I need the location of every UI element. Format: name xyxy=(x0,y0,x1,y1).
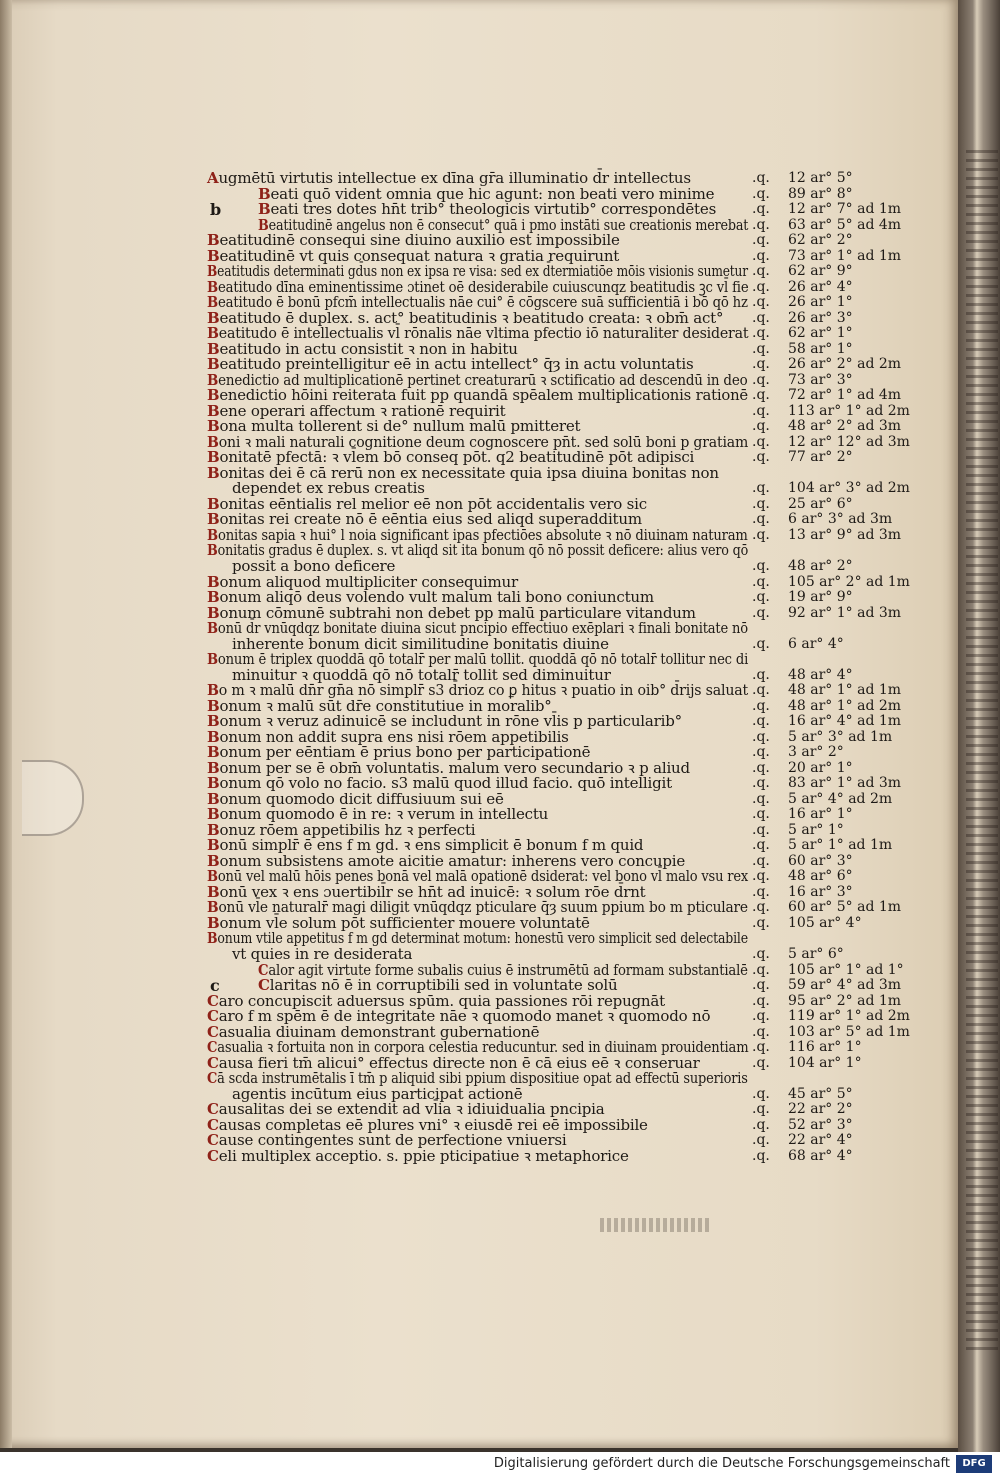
quaestio-label: .q. xyxy=(752,185,770,202)
rubricated-initial: B xyxy=(207,898,219,917)
article-reference: 48 ar° 2° xyxy=(788,558,853,574)
rubricated-initial: B xyxy=(207,619,218,638)
index-entry xyxy=(0,930,958,947)
quaestio-label: .q. xyxy=(752,914,770,931)
quaestio-label: .q. xyxy=(752,170,770,186)
article-reference: 19 ar° 9° xyxy=(788,589,853,606)
facing-page-text xyxy=(966,150,998,1350)
rubricated-initial: B xyxy=(207,525,218,544)
entry-text xyxy=(207,1148,629,1165)
rubricated-initial: B xyxy=(207,588,220,607)
quaestio-label: .q. xyxy=(752,868,770,885)
rubricated-initial: B xyxy=(207,494,220,513)
quaestio-label: .q. xyxy=(752,1132,770,1149)
entry-body: oni ꝛ mali naturali cognitione deum cognoscere pn̄t. sed solū boni p gratiam xyxy=(218,432,749,451)
entry-body: onum per se ē obm̄ voluntatis. malum vero secundario ꝛ p aliud xyxy=(219,758,690,777)
quaestio-label: .q. xyxy=(752,1008,770,1025)
quaestio-label: .q. xyxy=(752,356,770,373)
entry-body: onū vex ꝛ ens ɔuertibil̄r se hn̄t ad inuicē: ꝛ solum rōe d̄rnt xyxy=(219,882,646,901)
article-reference: 89 ar° 8° xyxy=(788,185,853,202)
quaestio-label: .q. xyxy=(752,201,770,218)
entry-body: onitas rei create nō ē eēntia eius sed aliqd superadditum xyxy=(219,510,642,529)
rubricated-initial: B xyxy=(207,231,220,250)
entry-body: onum aliqō deus volendo vult malum tali bono coniunctum xyxy=(219,588,654,607)
article-reference: 12 ar° 5° xyxy=(788,170,853,186)
entry-body: onitas dei ē cā rerū non ex necessitate quia ipsa diuina bonitas non xyxy=(219,463,719,482)
rubricated-initial: C xyxy=(207,1053,219,1072)
entry-body: eati tres dotes hn̄t trib° theologicis virtutib° correspondētes xyxy=(270,200,717,219)
rubricated-initial: B xyxy=(207,308,220,327)
rubricated-initial: B xyxy=(207,929,218,948)
rubricated-initial: B xyxy=(207,774,220,793)
entry-body: onum ꝛ veruz adinuicē se includunt in rōne vl̄is p particularib° xyxy=(219,712,682,731)
rubricated-initial: B xyxy=(207,603,220,622)
entry-body: agentis incūtum eius participat actionē xyxy=(232,1084,523,1103)
quaestio-label: .q. xyxy=(752,682,770,699)
entry-body: alor agit virtute forme subalis cuius ē instrumētū ad formam substantialē xyxy=(268,960,748,979)
rubricated-initial: B xyxy=(207,572,220,591)
article-reference: 26 ar° 4° xyxy=(788,278,853,295)
quaestio-label: .q. xyxy=(752,744,770,761)
quaestio-label: .q. xyxy=(752,977,770,994)
article-reference: 16 ar° 4° ad 1m xyxy=(788,713,902,730)
rubricated-initial: B xyxy=(207,355,220,374)
entry-body: eli multiplex acceptio. s. ppie pticipatiue ꝛ metaphorice xyxy=(218,1146,629,1165)
rubricated-initial: A xyxy=(207,169,219,187)
rubricated-initial: B xyxy=(258,215,269,234)
rubricated-initial: B xyxy=(207,696,220,715)
rubricated-initial: B xyxy=(207,386,220,405)
article-reference: 105 ar° 4° xyxy=(788,914,862,931)
footer-credit: Digitalisierung gefördert durch die Deutsche Forschungsgemeinschaft xyxy=(493,1456,950,1471)
article-reference: 83 ar° 1° ad 3m xyxy=(788,775,902,792)
entry-body: onum quomodo ē in re: ꝛ verum in intellectu xyxy=(219,805,549,824)
quaestio-label: .q. xyxy=(752,790,770,807)
rubricated-initial: C xyxy=(207,1146,219,1165)
quaestio-label: .q. xyxy=(752,247,770,264)
article-reference: 62 ar° 9° xyxy=(788,263,853,280)
index-entry xyxy=(0,465,958,482)
rubricated-initial: B xyxy=(207,293,218,312)
quaestio-label: .q. xyxy=(752,883,770,900)
rubricated-initial: B xyxy=(207,339,220,358)
entry-body: eatitudo ē intellectualis vl̄ rōnalis nāe vltima pfectio iō naturaliter desiderat xyxy=(218,324,749,343)
entry-body: ugmētū virtutis intellectue ex dīna gr̄a illuminatio d̄r intellectus xyxy=(218,169,691,187)
rubricated-initial: B xyxy=(207,324,219,343)
quaestio-label: .q. xyxy=(752,511,770,528)
quaestio-label: .q. xyxy=(752,387,770,404)
article-reference: 25 ar° 6° xyxy=(788,495,853,512)
article-reference: 5 ar° 1° xyxy=(788,821,844,838)
quaestio-label: .q. xyxy=(752,216,770,233)
rubricated-initial: B xyxy=(207,370,219,389)
quaestio-label: .q. xyxy=(752,309,770,326)
quaestio-label: .q. xyxy=(752,418,770,435)
entry-body: onum vl̄e solum pōt sufficienter mouere voluntatē xyxy=(219,913,590,932)
entry-body: ause contingentes sunt de perfectione vniuersi xyxy=(218,1131,567,1150)
rubricated-initial: C xyxy=(258,960,269,979)
article-reference: 48 ar° 4° xyxy=(788,666,853,683)
rubricated-initial: C xyxy=(207,1115,219,1134)
article-reference: 16 ar° 1° xyxy=(788,806,853,823)
entry-body: onitatis gradus ē duplex. s. vt aliqd sit ita bonum qō nō possit deficere: alius vero qō xyxy=(217,541,749,560)
quaestio-label: .q. xyxy=(752,325,770,342)
entry-body: aro f m spēm ē de integritate nāe ꝛ quomodo manet ꝛ quomodo nō xyxy=(218,1007,711,1026)
entry-body: inherente bonum dicit similitudine bonitatis diuine xyxy=(232,634,609,653)
quaestio-label: .q. xyxy=(752,526,770,543)
entry-body: eatitudo ē duplex. s. act° beatitudinis ꝛ beatitudo creata: ꝛ obm̄ act° xyxy=(219,308,724,327)
quaestio-label: .q. xyxy=(752,294,770,311)
entry-body: vt quies in re desiderata xyxy=(232,945,413,963)
rubricated-initial: B xyxy=(207,262,218,281)
rubricated-initial: B xyxy=(207,867,218,886)
article-reference: 105 ar° 2° ad 1m xyxy=(788,573,910,590)
article-reference: 105 ar° 1° ad 1° xyxy=(788,961,904,978)
entry-body: enedictio ad multiplicationē pertinet creaturarū ꝛ sctificatio ad descendū in deo xyxy=(218,370,748,389)
entry-body: dependet ex rebus creatis xyxy=(232,479,425,498)
entry-body: eatitudis determinati gd̄us non ex ipsa re visa: sed ex d̄termiatiōe mōis visionis sumetur xyxy=(217,262,748,281)
rubricated-initial: B xyxy=(207,510,220,529)
entry-body: asualia ꝛ fortuita non in corpora celestia reducuntur. sed in diuinam prouidentiam xyxy=(217,1038,749,1057)
entry-body: onum ē triplex quoddā qō totalr̄ per malū tollit. quoddā qō nō totalr̄ tollitur nec di xyxy=(217,650,749,669)
quaestio-label: .q. xyxy=(752,837,770,854)
article-reference: 26 ar° 1° xyxy=(788,294,853,311)
rubricated-initial: C xyxy=(207,991,219,1010)
quaestio-label: .q. xyxy=(752,1085,770,1102)
quaestio-label: .q. xyxy=(752,558,770,574)
entry-body: eatitudo in actu consistit ꝛ non in habitu xyxy=(219,339,518,358)
quaestio-label: .q. xyxy=(752,775,770,792)
quaestio-label: .q. xyxy=(752,806,770,823)
entry-body: onitatē pfectā: ꝛ vl̄em bō conseq pōt. q2 beatitudinē pōt adipisci xyxy=(219,448,695,467)
rubricated-initial: B xyxy=(207,727,220,746)
quaestio-label: .q. xyxy=(752,1147,770,1164)
rubricated-initial: C xyxy=(207,1022,219,1041)
entry-body: onū simplr̄ ē ens f m gd. ꝛ ens simplicit ē bonum f m quid xyxy=(219,836,644,855)
article-reference: 20 ar° 1° xyxy=(788,759,853,776)
article-reference: 22 ar° 2° xyxy=(788,1101,853,1118)
article-reference: 62 ar° 2° xyxy=(788,232,853,249)
section-letter: c xyxy=(210,976,220,996)
article-reference: 48 ar° 1° ad 1m xyxy=(788,682,902,699)
article-reference: 104 ar° 3° ad 2m xyxy=(788,480,910,497)
article-reference: 116 ar° 1° xyxy=(788,1039,862,1056)
quaestio-label: .q. xyxy=(752,1116,770,1133)
rubricated-initial: C xyxy=(207,1007,219,1026)
quaestio-label: .q. xyxy=(752,961,770,978)
quaestio-label: .q. xyxy=(752,278,770,295)
entry-body: eatitudinē vt quis consequat natura ꝛ gratia requirunt xyxy=(219,246,620,265)
entry-body: onum qō volo no facio. s3 malū quod illud facio. quō intelligit xyxy=(219,774,672,793)
article-reference: 48 ar° 6° xyxy=(788,868,853,885)
quaestio-label: .q. xyxy=(752,573,770,590)
rubricated-initial: C xyxy=(207,1131,219,1150)
rubricated-initial: B xyxy=(207,805,220,824)
entry-body: onum non addit supra ens nisi rōem appetibilis xyxy=(219,727,569,746)
rubricated-initial: B xyxy=(207,401,220,420)
rubricated-initial: B xyxy=(258,200,271,219)
article-reference: 73 ar° 3° xyxy=(788,371,853,388)
article-reference: 58 ar° 1° xyxy=(788,340,853,357)
index-entry xyxy=(0,542,958,559)
article-reference: 113 ar° 1° ad 2m xyxy=(788,402,910,419)
entry-body: onitas sapia ꝛ hui° l noia significant ipas pfectiōes absolute ꝛ nō diuinam naturam xyxy=(217,525,748,544)
article-reference: 63 ar° 5° ad 4m xyxy=(788,216,902,233)
entry-body: onum cōmunē subtrahi non debet pp malū particulare vitandum xyxy=(219,603,696,622)
article-reference: 68 ar° 4° xyxy=(788,1147,853,1164)
entry-body: onum subsistens amote aicitie amatur: inherens vero concupie xyxy=(219,851,686,870)
article-reference: 5 ar° 4° ad 2m xyxy=(788,790,893,807)
rubricated-initial: B xyxy=(207,836,220,855)
quaestio-label: .q. xyxy=(752,340,770,357)
quaestio-label: .q. xyxy=(752,480,770,497)
rubricated-initial: B xyxy=(207,463,220,482)
rubricated-initial: B xyxy=(207,681,219,700)
article-reference: 52 ar° 3° xyxy=(788,1116,853,1133)
rubricated-initial: B xyxy=(207,758,220,777)
rubricated-initial: B xyxy=(207,417,220,436)
entry-body: onū d̄r vnūqdqz bonitate diuina sicut pncipio effectiuo exēplari ꝛ finali bonitate nō xyxy=(217,619,748,638)
article-reference: 26 ar° 2° ad 2m xyxy=(788,356,902,373)
entry-body: eatitudinē consequi sine diuino auxilio est impossibile xyxy=(219,231,620,250)
entry-body: ausalitas dei se extendit ad vl̄ia ꝛ idiuidualia pncipia xyxy=(218,1100,605,1119)
quaestio-label: .q. xyxy=(752,899,770,916)
entry-body: ausas completas eē plures vni° ꝛ eiusdē rei eē impossibile xyxy=(218,1115,648,1134)
rubricated-initial: B xyxy=(207,851,220,870)
article-reference: 48 ar° 2° ad 3m xyxy=(788,418,902,435)
quaestio-label: .q. xyxy=(752,263,770,280)
quaestio-label: .q. xyxy=(752,852,770,869)
entry-body: onuz rōem appetibilis hz ꝛ perfecti xyxy=(219,820,476,839)
quaestio-label: .q. xyxy=(752,604,770,621)
quaestio-label: .q. xyxy=(752,495,770,512)
quaestio-label: .q. xyxy=(752,371,770,388)
article-reference: 3 ar° 2° xyxy=(788,744,844,761)
entry-body: minuitur ꝛ quoddā qō nō totalr̄ tollit sed diminuitur xyxy=(232,665,611,684)
quaestio-label: .q. xyxy=(752,946,770,962)
article-reference: 60 ar° 5° ad 1m xyxy=(788,899,902,916)
quaestio-label: .q. xyxy=(752,1054,770,1071)
rubricated-initial: B xyxy=(207,789,220,808)
article-reference: 48 ar° 1° ad 2m xyxy=(788,697,902,714)
quaestio-label: .q. xyxy=(752,728,770,745)
entry-body: eatitudinē angelus non ē consecut° quā i pmo instāti sue creationis merebat xyxy=(268,215,749,234)
entry-body: eatitudo dīna eminentissime ɔtinet oē desiderabile cuiuscunqz beatitudis ꝫc vl̄ fie xyxy=(217,277,749,296)
rubricated-initial: C xyxy=(207,1038,218,1057)
quaestio-label: .q. xyxy=(752,713,770,730)
entry-body: eati quō vident omnia que hic agunt: non beati vero minime xyxy=(270,184,715,203)
quaestio-label: .q. xyxy=(752,449,770,466)
rubricated-initial: B xyxy=(207,246,220,265)
quaestio-label: .q. xyxy=(752,1039,770,1056)
section-letter: b xyxy=(210,200,222,220)
article-reference: 6 ar° 4° xyxy=(788,635,844,652)
entry-body: ona multa tollerent si de° nullum malū pmitteret xyxy=(219,417,581,436)
entry-body: onū vl̄e naturalr̄ magi diligit vnūqdqz pticulare q̄ȝ suum ppium bo m pticulare xyxy=(218,898,748,917)
article-reference: 95 ar° 2° ad 1m xyxy=(788,992,902,1009)
entry-body: onum quomodo dicit diffusiuum sui eē xyxy=(219,789,504,808)
article-reference: 5 ar° 6° xyxy=(788,946,844,962)
entry-body: enedictio hōini reiterata fuit pp quandā spēalem multiplicationis rationē xyxy=(219,386,748,405)
quaestio-label: .q. xyxy=(752,1101,770,1118)
article-reference: 60 ar° 3° xyxy=(788,852,853,869)
article-reference: 16 ar° 3° xyxy=(788,883,853,900)
article-reference: 6 ar° 3° ad 3m xyxy=(788,511,893,528)
article-reference: 5 ar° 3° ad 1m xyxy=(788,728,893,745)
article-reference: 5 ar° 1° ad 1m xyxy=(788,837,893,854)
article-reference: 92 ar° 1° ad 3m xyxy=(788,604,902,621)
quaestio-label: .q. xyxy=(752,402,770,419)
quaestio-label: .q. xyxy=(752,666,770,683)
quaestio-label: .q. xyxy=(752,992,770,1009)
entry-body: onū vel malū hōis penes bonā vel malā opationē dsiderat: vel bono vl̄ malo vsu rex xyxy=(217,867,749,886)
entry-body: eatitudo preintelligitur eē in actu intellect° q̄ȝ in actu voluntatis xyxy=(219,355,694,374)
article-reference: 13 ar° 9° ad 3m xyxy=(788,526,902,543)
rubricated-initial: B xyxy=(207,432,219,451)
quaestio-label: .q. xyxy=(752,635,770,652)
entry-body: laritas nō ē in corruptibili sed in voluntate solū xyxy=(269,976,618,995)
rubricated-initial: B xyxy=(207,820,220,839)
quaestio-label: .q. xyxy=(752,433,770,450)
entry-body: ā scda instrumētalis ī tm̄ p aliquid sibi ppium dispositiue opat ad effectū superioris xyxy=(217,1069,748,1088)
quaestio-label: .q. xyxy=(752,1023,770,1040)
entry-body: possit a bono deficere xyxy=(232,557,396,575)
article-reference: 104 ar° 1° xyxy=(788,1054,862,1071)
article-reference: 62 ar° 1° xyxy=(788,325,853,342)
entry-body: ausa fieri tm̄ alicui° effectus directe non ē cā eius eē ꝛ conseruar xyxy=(218,1053,700,1072)
rubricated-initial: B xyxy=(207,650,218,669)
entry-body: onitas eēntialis rel melior eē non pōt accidentalis vero sic xyxy=(219,494,647,513)
entry-body: asualia diuinam demonstrant gubernationē xyxy=(218,1022,540,1041)
article-reference: 12 ar° 7° ad 1m xyxy=(788,201,902,218)
rubricated-initial: C xyxy=(258,976,270,995)
quaestio-label: .q. xyxy=(752,759,770,776)
rubricated-initial: C xyxy=(207,1069,218,1088)
article-reference: 103 ar° 5° ad 1m xyxy=(788,1023,910,1040)
article-reference: 45 ar° 5° xyxy=(788,1085,853,1102)
rubricated-initial: B xyxy=(207,913,220,932)
entry-body: ene operari affectum ꝛ rationē requirit xyxy=(219,401,506,420)
rubricated-initial: B xyxy=(207,712,220,731)
article-reference: 77 ar° 2° xyxy=(788,449,853,466)
article-reference: 72 ar° 1° ad 4m xyxy=(788,387,902,404)
article-reference: 73 ar° 1° ad 1m xyxy=(788,247,902,264)
article-reference: 119 ar° 1° ad 2m xyxy=(788,1008,910,1025)
quaestio-label: .q. xyxy=(752,821,770,838)
quaestio-label: .q. xyxy=(752,232,770,249)
dfg-logo: DFG xyxy=(956,1455,992,1473)
rubricated-initial: B xyxy=(258,184,271,203)
index-entry xyxy=(0,1148,958,1165)
index-entry xyxy=(0,806,958,823)
rubricated-initial: B xyxy=(207,448,220,467)
entry-body: aro concupiscit aduersus spūm. quia passiones rōi repugnāt xyxy=(218,991,665,1010)
rubricated-initial: B xyxy=(207,277,218,296)
quaestio-label: .q. xyxy=(752,589,770,606)
article-reference: 26 ar° 3° xyxy=(788,309,853,326)
entry-body: onum vtile appetitus f m gd determinat motum: honestū vero simplicit sed delectabile xyxy=(217,929,748,948)
article-reference: 12 ar° 12° ad 3m xyxy=(788,433,910,450)
entry-body: o m ꝛ malū dn̄r gn̄a nō simplr̄ s3 d̄rioz co ꝑ hitus ꝛ puatio in oib° d̄rijs saluat xyxy=(218,681,749,700)
rubricated-initial: C xyxy=(207,1100,219,1119)
entry-body: onum aliquod multipliciter consequimur xyxy=(219,572,518,591)
entry-body: eatitudo ē bonū pfcm̄ intellectualis nāe cui° ē cōgscere suā sufficientiā i bō qō hz xyxy=(217,293,748,312)
article-reference: 59 ar° 4° ad 3m xyxy=(788,977,902,994)
rubricated-initial: B xyxy=(207,882,220,901)
rubricated-initial: B xyxy=(207,541,218,560)
entry-body: onum per eēntiam ē prius bono per participationē xyxy=(219,743,591,762)
entry-body: onum ꝛ malū sūt dr̄e constitutiue in moralib° xyxy=(219,696,552,715)
rubricated-initial: B xyxy=(207,743,220,762)
article-reference: 22 ar° 4° xyxy=(788,1132,853,1149)
quaestio-label: .q. xyxy=(752,697,770,714)
